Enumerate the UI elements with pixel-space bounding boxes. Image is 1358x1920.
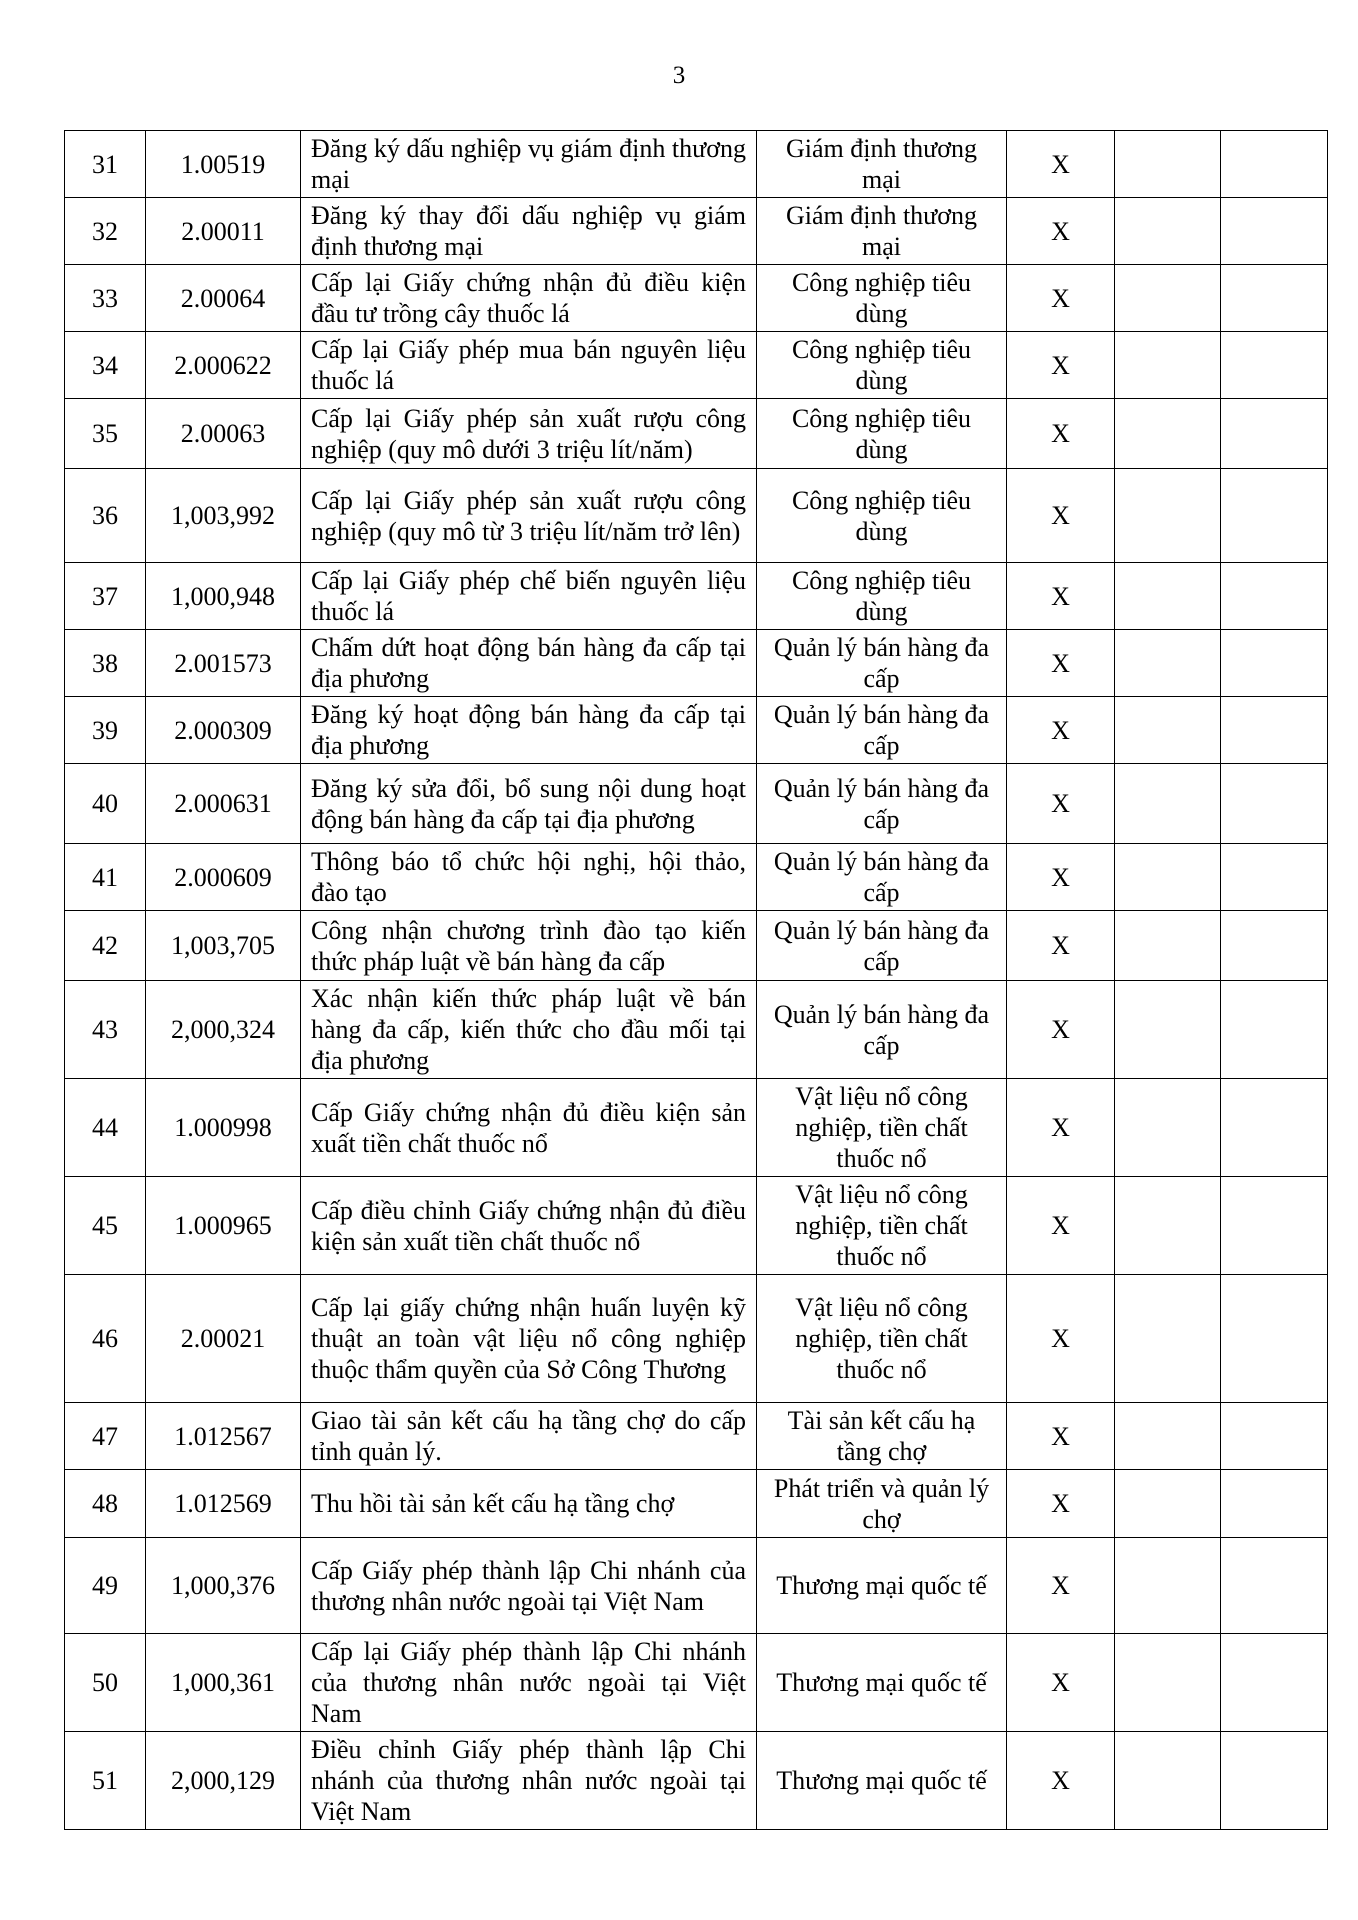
- blank-cell: [1115, 1538, 1221, 1634]
- mark-cell: X: [1007, 1079, 1115, 1177]
- procedure-name-cell: Cấp lại Giấy phép mua bán nguyên liệu thuốc lá: [301, 332, 757, 399]
- table-row: [65, 265, 1328, 332]
- blank-cell: [1221, 399, 1328, 469]
- procedure-name-cell: Chấm dứt hoạt động bán hàng đa cấp tại địa phương: [301, 630, 757, 697]
- mark-cell: X: [1007, 764, 1115, 844]
- blank-cell: [1221, 1470, 1328, 1538]
- field-cell: Thương mại quốc tế: [757, 1732, 1007, 1830]
- stt-cell: 41: [65, 844, 146, 911]
- blank-cell: [1221, 198, 1328, 265]
- field-cell: Quản lý bán hàng đa cấp: [757, 630, 1007, 697]
- procedure-code-cell: 2.00021: [146, 1275, 301, 1403]
- procedure-code-cell: 2,000,129: [146, 1732, 301, 1830]
- blank-cell: [1221, 697, 1328, 764]
- procedure-code-cell: 1,003,992: [146, 469, 301, 563]
- stt-cell: 32: [65, 198, 146, 265]
- mark-cell: X: [1007, 911, 1115, 981]
- field-cell: Phát triển và quản lý chợ: [757, 1470, 1007, 1538]
- blank-cell: [1221, 131, 1328, 198]
- blank-cell: [1115, 198, 1221, 265]
- procedure-code-cell: 2.00011: [146, 198, 301, 265]
- blank-cell: [1115, 1634, 1221, 1732]
- field-cell: Quản lý bán hàng đa cấp: [757, 911, 1007, 981]
- blank-cell: [1221, 265, 1328, 332]
- stt-cell: 33: [65, 265, 146, 332]
- field-cell: Vật liệu nổ công nghiệp, tiền chất thuốc nổ: [757, 1275, 1007, 1403]
- mark-cell: X: [1007, 1403, 1115, 1470]
- procedure-name-cell: Cấp điều chỉnh Giấy chứng nhận đủ điều kiện sản xuất tiền chất thuốc nổ: [301, 1177, 757, 1275]
- table-row: [65, 1403, 1328, 1470]
- procedure-name-cell: Cấp Giấy phép thành lập Chi nhánh của thương nhân nước ngoài tại Việt Nam: [301, 1538, 757, 1634]
- table-row: [65, 1177, 1328, 1275]
- procedure-name-cell: Cấp Giấy chứng nhận đủ điều kiện sản xuất tiền chất thuốc nổ: [301, 1079, 757, 1177]
- procedure-code-cell: 1,003,705: [146, 911, 301, 981]
- blank-cell: [1115, 563, 1221, 630]
- procedure-code-cell: 1.000965: [146, 1177, 301, 1275]
- stt-cell: 47: [65, 1403, 146, 1470]
- field-cell: Thương mại quốc tế: [757, 1538, 1007, 1634]
- field-cell: Quản lý bán hàng đa cấp: [757, 697, 1007, 764]
- table-row: [65, 131, 1328, 198]
- mark-cell: X: [1007, 399, 1115, 469]
- procedure-name-cell: Thu hồi tài sản kết cấu hạ tầng chợ: [301, 1470, 757, 1538]
- stt-cell: 45: [65, 1177, 146, 1275]
- procedure-code-cell: 1.00519: [146, 131, 301, 198]
- stt-cell: 40: [65, 764, 146, 844]
- blank-cell: [1221, 1538, 1328, 1634]
- procedure-name-cell: Đăng ký sửa đổi, bổ sung nội dung hoạt động bán hàng đa cấp tại địa phương: [301, 764, 757, 844]
- field-cell: Vật liệu nổ công nghiệp, tiền chất thuốc nổ: [757, 1177, 1007, 1275]
- blank-cell: [1115, 630, 1221, 697]
- field-cell: Giám định thương mại: [757, 131, 1007, 198]
- procedure-code-cell: 1.000998: [146, 1079, 301, 1177]
- stt-cell: 39: [65, 697, 146, 764]
- blank-cell: [1221, 981, 1328, 1079]
- blank-cell: [1221, 911, 1328, 981]
- procedure-code-cell: 1.012567: [146, 1403, 301, 1470]
- blank-cell: [1115, 911, 1221, 981]
- blank-cell: [1221, 1732, 1328, 1830]
- field-cell: Công nghiệp tiêu dùng: [757, 332, 1007, 399]
- table-row: [65, 697, 1328, 764]
- blank-cell: [1115, 1403, 1221, 1470]
- table-body: [65, 131, 1328, 1830]
- mark-cell: X: [1007, 1275, 1115, 1403]
- field-cell: Công nghiệp tiêu dùng: [757, 469, 1007, 563]
- procedure-name-cell: Cấp lại Giấy phép sản xuất rượu công nghiệp (quy mô dưới 3 triệu lít/năm): [301, 399, 757, 469]
- blank-cell: [1115, 1275, 1221, 1403]
- stt-cell: 38: [65, 630, 146, 697]
- blank-cell: [1221, 563, 1328, 630]
- procedure-name-cell: Công nhận chương trình đào tạo kiến thức pháp luật về bán hàng đa cấp: [301, 911, 757, 981]
- procedure-name-cell: Giao tài sản kết cấu hạ tầng chợ do cấp tỉnh quản lý.: [301, 1403, 757, 1470]
- mark-cell: X: [1007, 198, 1115, 265]
- procedure-code-cell: 2.00063: [146, 399, 301, 469]
- blank-cell: [1221, 1177, 1328, 1275]
- blank-cell: [1115, 399, 1221, 469]
- mark-cell: X: [1007, 1732, 1115, 1830]
- procedure-code-cell: 2.000622: [146, 332, 301, 399]
- blank-cell: [1221, 630, 1328, 697]
- blank-cell: [1115, 131, 1221, 198]
- mark-cell: X: [1007, 1538, 1115, 1634]
- procedure-name-cell: Cấp lại Giấy phép sản xuất rượu công nghiệp (quy mô từ 3 triệu lít/năm trở lên): [301, 469, 757, 563]
- procedure-name-cell: Cấp lại Giấy phép chế biến nguyên liệu thuốc lá: [301, 563, 757, 630]
- field-cell: Thương mại quốc tế: [757, 1634, 1007, 1732]
- blank-cell: [1221, 332, 1328, 399]
- procedure-name-cell: Cấp lại Giấy chứng nhận đủ điều kiện đầu tư trồng cây thuốc lá: [301, 265, 757, 332]
- table-row: [65, 844, 1328, 911]
- field-cell: Công nghiệp tiêu dùng: [757, 563, 1007, 630]
- mark-cell: X: [1007, 332, 1115, 399]
- procedure-name-cell: Xác nhận kiến thức pháp luật về bán hàng đa cấp, kiến thức cho đầu mối tại địa phương: [301, 981, 757, 1079]
- table-row: [65, 1275, 1328, 1403]
- blank-cell: [1115, 265, 1221, 332]
- stt-cell: 42: [65, 911, 146, 981]
- procedure-name-cell: Cấp lại giấy chứng nhận huấn luyện kỹ thuật an toàn vật liệu nổ công nghiệp thuộc thẩm quyền của Sở Công Thương: [301, 1275, 757, 1403]
- mark-cell: X: [1007, 1634, 1115, 1732]
- mark-cell: X: [1007, 981, 1115, 1079]
- blank-cell: [1115, 844, 1221, 911]
- table-row: [65, 911, 1328, 981]
- procedure-code-cell: 2.000631: [146, 764, 301, 844]
- stt-cell: 46: [65, 1275, 146, 1403]
- procedure-code-cell: 2.000609: [146, 844, 301, 911]
- table-row: [65, 1634, 1328, 1732]
- procedure-name-cell: Đăng ký thay đổi dấu nghiệp vụ giám định thương mại: [301, 198, 757, 265]
- field-cell: Giám định thương mại: [757, 198, 1007, 265]
- blank-cell: [1221, 469, 1328, 563]
- stt-cell: 35: [65, 399, 146, 469]
- field-cell: Quản lý bán hàng đa cấp: [757, 764, 1007, 844]
- procedure-code-cell: 2.000309: [146, 697, 301, 764]
- procedure-name-cell: Điều chỉnh Giấy phép thành lập Chi nhánh của thương nhân nước ngoài tại Việt Nam: [301, 1732, 757, 1830]
- blank-cell: [1115, 1470, 1221, 1538]
- mark-cell: X: [1007, 1470, 1115, 1538]
- stt-cell: 34: [65, 332, 146, 399]
- mark-cell: X: [1007, 697, 1115, 764]
- procedure-name-cell: Thông báo tổ chức hội nghị, hội thảo, đào tạo: [301, 844, 757, 911]
- stt-cell: 31: [65, 131, 146, 198]
- stt-cell: 50: [65, 1634, 146, 1732]
- blank-cell: [1221, 1079, 1328, 1177]
- mark-cell: X: [1007, 1177, 1115, 1275]
- blank-cell: [1115, 469, 1221, 563]
- field-cell: Quản lý bán hàng đa cấp: [757, 981, 1007, 1079]
- mark-cell: X: [1007, 131, 1115, 198]
- procedure-name-cell: Đăng ký dấu nghiệp vụ giám định thương mại: [301, 131, 757, 198]
- table-row: [65, 399, 1328, 469]
- procedure-table: [64, 130, 1328, 1830]
- table-row: [65, 1538, 1328, 1634]
- procedure-code-cell: 1.012569: [146, 1470, 301, 1538]
- blank-cell: [1221, 764, 1328, 844]
- field-cell: Công nghiệp tiêu dùng: [757, 265, 1007, 332]
- stt-cell: 37: [65, 563, 146, 630]
- procedure-code-cell: 2.00064: [146, 265, 301, 332]
- table-row: [65, 630, 1328, 697]
- procedure-name-cell: Cấp lại Giấy phép thành lập Chi nhánh của thương nhân nước ngoài tại Việt Nam: [301, 1634, 757, 1732]
- blank-cell: [1115, 1177, 1221, 1275]
- page-number: 3: [672, 62, 686, 89]
- field-cell: Quản lý bán hàng đa cấp: [757, 844, 1007, 911]
- procedure-code-cell: 1,000,361: [146, 1634, 301, 1732]
- procedure-code-cell: 2.001573: [146, 630, 301, 697]
- stt-cell: 44: [65, 1079, 146, 1177]
- table-row: [65, 1470, 1328, 1538]
- blank-cell: [1221, 844, 1328, 911]
- blank-cell: [1115, 332, 1221, 399]
- mark-cell: X: [1007, 844, 1115, 911]
- table-row: [65, 198, 1328, 265]
- stt-cell: 36: [65, 469, 146, 563]
- field-cell: Tài sản kết cấu hạ tầng chợ: [757, 1403, 1007, 1470]
- blank-cell: [1221, 1403, 1328, 1470]
- blank-cell: [1115, 981, 1221, 1079]
- field-cell: Vật liệu nổ công nghiệp, tiền chất thuốc nổ: [757, 1079, 1007, 1177]
- mark-cell: X: [1007, 630, 1115, 697]
- mark-cell: X: [1007, 563, 1115, 630]
- table-row: [65, 332, 1328, 399]
- procedure-code-cell: 2,000,324: [146, 981, 301, 1079]
- stt-cell: 49: [65, 1538, 146, 1634]
- stt-cell: 51: [65, 1732, 146, 1830]
- blank-cell: [1115, 1732, 1221, 1830]
- mark-cell: X: [1007, 265, 1115, 332]
- blank-cell: [1115, 1079, 1221, 1177]
- blank-cell: [1221, 1275, 1328, 1403]
- blank-cell: [1115, 697, 1221, 764]
- blank-cell: [1115, 764, 1221, 844]
- table-row: [65, 764, 1328, 844]
- table-row: [65, 1079, 1328, 1177]
- procedure-name-cell: Đăng ký hoạt động bán hàng đa cấp tại địa phương: [301, 697, 757, 764]
- blank-cell: [1221, 1634, 1328, 1732]
- mark-cell: X: [1007, 469, 1115, 563]
- table-row: [65, 469, 1328, 563]
- procedure-code-cell: 1,000,948: [146, 563, 301, 630]
- table-row: [65, 563, 1328, 630]
- field-cell: Công nghiệp tiêu dùng: [757, 399, 1007, 469]
- table-row: [65, 1732, 1328, 1830]
- stt-cell: 43: [65, 981, 146, 1079]
- stt-cell: 48: [65, 1470, 146, 1538]
- table-row: [65, 981, 1328, 1079]
- procedure-code-cell: 1,000,376: [146, 1538, 301, 1634]
